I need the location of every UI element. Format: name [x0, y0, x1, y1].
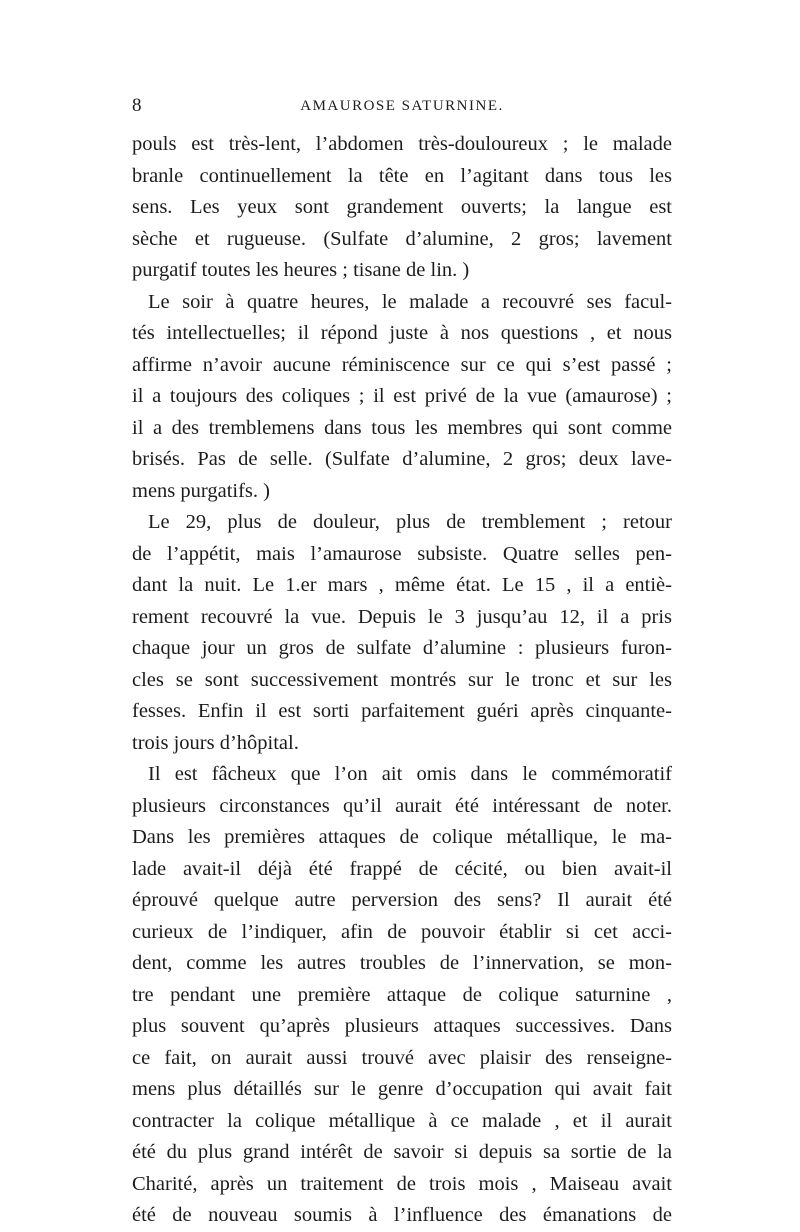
text-line: il a des tremblemens dans tous les membres qui sont comme — [132, 416, 672, 439]
text-line: Charité, après un traitement de trois mois , Maiseau avait — [132, 1172, 672, 1195]
text-line: brisés. Pas de selle. (Sulfate d’alumine, 2 gros; deux lave- — [132, 448, 672, 470]
page-number: 8 — [132, 95, 142, 116]
body-text — [132, 129, 672, 1232]
text-line: été du plus grand intérêt de savoir si depuis sa sortie de la — [132, 1141, 672, 1163]
page-header — [132, 95, 672, 123]
text-line: lade avait-il déjà été frappé de cécité, ou bien avait-il — [132, 857, 672, 880]
running-title: AMAUROSE SATURNINE. — [300, 98, 504, 114]
text-line: fesses. Enfin il est sorti parfaitement guéri après cinquante- — [132, 700, 672, 722]
text-line: chaque jour un gros de sulfate d’alumine : plusieurs furon- — [132, 637, 672, 659]
text-line: Il est fâcheux que l’on ait omis dans le commémoratif — [148, 763, 672, 785]
text-line: curieux de l’indiquer, afin de pouvoir établir si cet acci- — [132, 920, 672, 943]
text-line: dant la nuit. Le 1.er mars , même état. Le 15 , il a entiè- — [132, 574, 672, 596]
text-line: tre pendant une première attaque de colique saturnine , — [132, 983, 672, 1006]
text-line: purgatif toutes les heures ; tisane de lin. ) — [132, 259, 470, 281]
text-line: sens. Les yeux sont grandement ouverts; la langue est — [132, 196, 672, 218]
text-line: contracter la colique métallique à ce malade , et il aurait — [132, 1109, 672, 1132]
text-line: plusieurs circonstances qu’il aurait été intéressant de noter. — [132, 794, 672, 817]
text-line: tés intellectuelles; il répond juste à nos questions , et nous — [132, 322, 672, 344]
text-line: branle continuellement la tête en l’agitant dans tous les — [132, 164, 672, 187]
text-line: mens plus détaillés sur le genre d’occupation qui avait fait — [132, 1078, 672, 1100]
text-line: Dans les premières attaques de colique métallique, le ma- — [132, 826, 672, 848]
text-line: mens purgatifs. ) — [132, 479, 270, 502]
text-line: affirme n’avoir aucune réminiscence sur ce qui s’est passé ; — [132, 353, 672, 376]
text-line: de l’appétit, mais l’amaurose subsiste. Quatre selles pen- — [132, 542, 672, 565]
text-line: éprouvé quelque autre perversion des sens? Il aurait été — [132, 889, 672, 911]
text-line: Le 29, plus de douleur, plus de tremblement ; retour — [148, 511, 672, 533]
text-line: plus souvent qu’après plusieurs attaques successives. Dans — [132, 1015, 672, 1037]
text-line: dent, comme les autres troubles de l’innervation, se mon- — [132, 952, 672, 974]
text-line: été de nouveau soumis à l’influence des émanations de — [132, 1204, 672, 1226]
text-line: trois jours d’hôpital. — [132, 731, 299, 754]
text-line: cles se sont successivement montrés sur le tronc et sur les — [132, 668, 672, 691]
text-line: rement recouvré la vue. Depuis le 3 jusqu’au 12, il a pris — [132, 605, 672, 628]
text-line: ce fait, on aurait aussi trouvé avec plaisir des renseigne- — [132, 1046, 672, 1069]
text-line: Le soir à quatre heures, le malade a recouvré ses facul- — [148, 290, 672, 313]
text-line: sèche et rugueuse. (Sulfate d’alumine, 2 gros; lavement — [132, 227, 672, 250]
text-line: il a toujours des coliques ; il est privé de la vue (amaurose) ; — [132, 385, 672, 407]
text-line: pouls est très-lent, l’abdomen très-douloureux ; le malade — [132, 133, 672, 155]
